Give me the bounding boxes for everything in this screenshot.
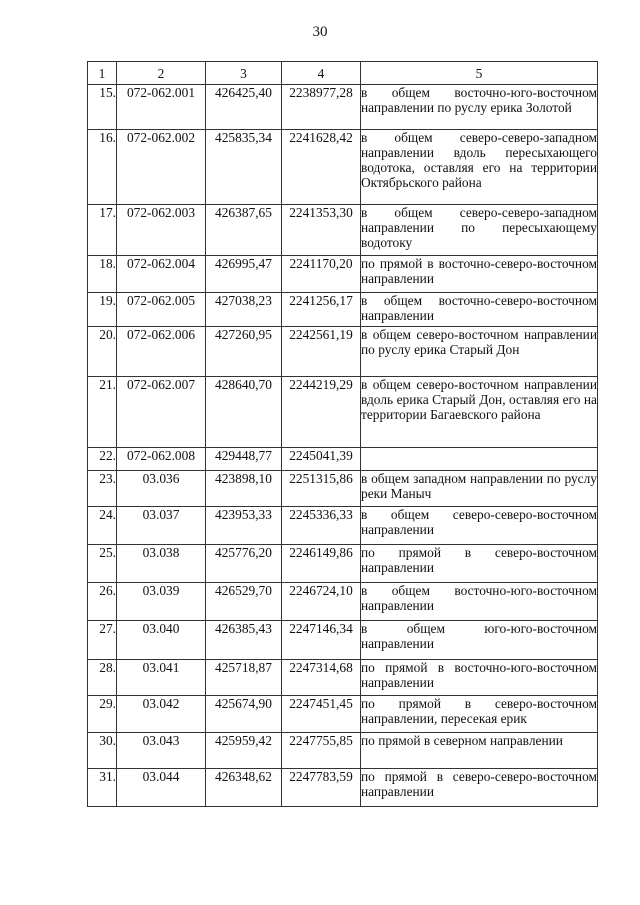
point-id: 03.040	[117, 621, 206, 660]
point-id: 03.039	[117, 583, 206, 621]
coord-x: 425674,90	[206, 696, 282, 733]
row-number: 28.	[88, 660, 117, 696]
header-col-4: 4	[282, 62, 361, 85]
boundary-description: в общем северо-восточном направлении по руслу ерика Старый Дон	[361, 327, 598, 377]
table-row	[88, 85, 598, 130]
table-header-row	[88, 62, 598, 85]
coord-y: 2247451,45	[282, 696, 361, 733]
coord-x: 426425,40	[206, 85, 282, 130]
boundary-description: в общем северо-северо-восточном направлении	[361, 507, 598, 545]
table-row	[88, 660, 598, 696]
row-number: 26.	[88, 583, 117, 621]
point-id: 03.042	[117, 696, 206, 733]
coord-x: 423898,10	[206, 471, 282, 507]
row-number: 29.	[88, 696, 117, 733]
point-id: 072-062.005	[117, 293, 206, 327]
coord-y: 2241628,42	[282, 130, 361, 205]
header-col-2: 2	[117, 62, 206, 85]
boundary-description: в общем северо-северо-западном направлении вдоль пересыхающего водотока, оставляя его на территории Октябрьского района	[361, 130, 598, 205]
row-number: 31.	[88, 769, 117, 807]
boundary-description: в общем северо-северо-западном направлении по пересыхающему водотоку	[361, 205, 598, 256]
point-id: 03.038	[117, 545, 206, 583]
row-number: 24.	[88, 507, 117, 545]
coord-x: 426529,70	[206, 583, 282, 621]
table-row	[88, 205, 598, 256]
table-row	[88, 769, 598, 807]
boundary-description: по прямой в восточно-северо-восточном направлении	[361, 256, 598, 293]
boundary-description: в общем северо-восточном направлении вдоль ерика Старый Дон, оставляя его на территории Багаевского района	[361, 377, 598, 448]
row-number: 17.	[88, 205, 117, 256]
table-row	[88, 471, 598, 507]
table-row	[88, 130, 598, 205]
point-id: 072-062.006	[117, 327, 206, 377]
boundary-description: в общем юго-юго-восточном направлении	[361, 621, 598, 660]
coord-x: 425776,20	[206, 545, 282, 583]
coord-y: 2246149,86	[282, 545, 361, 583]
table-row	[88, 545, 598, 583]
row-number: 18.	[88, 256, 117, 293]
page-number: 30	[312, 24, 328, 40]
table-row	[88, 293, 598, 327]
coord-y: 2241170,20	[282, 256, 361, 293]
table-row	[88, 327, 598, 377]
coord-y: 2247146,34	[282, 621, 361, 660]
point-id: 072-062.003	[117, 205, 206, 256]
row-number: 23.	[88, 471, 117, 507]
coord-y: 2246724,10	[282, 583, 361, 621]
boundary-description: по прямой в северном направлении	[361, 733, 598, 769]
point-id: 03.036	[117, 471, 206, 507]
table-row	[88, 696, 598, 733]
coord-x: 429448,77	[206, 448, 282, 471]
coord-y: 2244219,29	[282, 377, 361, 448]
coord-x: 428640,70	[206, 377, 282, 448]
table-row	[88, 448, 598, 471]
coord-x: 423953,33	[206, 507, 282, 545]
row-number: 16.	[88, 130, 117, 205]
row-number: 19.	[88, 293, 117, 327]
boundary-description	[361, 448, 598, 471]
coord-y: 2242561,19	[282, 327, 361, 377]
boundary-description: в общем восточно-юго-восточном направлении по руслу ерика Золотой	[361, 85, 598, 130]
table-row	[88, 583, 598, 621]
coord-y: 2251315,86	[282, 471, 361, 507]
table-row	[88, 256, 598, 293]
coord-x: 425959,42	[206, 733, 282, 769]
coord-x: 426387,65	[206, 205, 282, 256]
row-number: 21.	[88, 377, 117, 448]
table-row	[88, 507, 598, 545]
row-number: 15.	[88, 85, 117, 130]
boundary-description: в общем западном направлении по руслу реки Маныч	[361, 471, 598, 507]
header-col-1: 1	[88, 62, 117, 85]
row-number: 20.	[88, 327, 117, 377]
coord-y: 2241353,30	[282, 205, 361, 256]
coord-y: 2247783,59	[282, 769, 361, 807]
coord-y: 2238977,28	[282, 85, 361, 130]
coord-y: 2247755,85	[282, 733, 361, 769]
row-number: 22.	[88, 448, 117, 471]
table-row	[88, 621, 598, 660]
row-number: 27.	[88, 621, 117, 660]
coord-x: 427260,95	[206, 327, 282, 377]
header-col-5: 5	[361, 62, 598, 85]
header-col-3: 3	[206, 62, 282, 85]
coord-x: 426995,47	[206, 256, 282, 293]
row-number: 30.	[88, 733, 117, 769]
point-id: 03.037	[117, 507, 206, 545]
coord-x: 427038,23	[206, 293, 282, 327]
coord-y: 2245041,39	[282, 448, 361, 471]
boundary-description: в общем восточно-юго-восточном направлении	[361, 583, 598, 621]
boundary-description: в общем восточно-северо-восточном направлении	[361, 293, 598, 327]
point-id: 072-062.008	[117, 448, 206, 471]
coord-x: 425718,87	[206, 660, 282, 696]
boundary-description: по прямой в северо-северо-восточном направлении	[361, 769, 598, 807]
coord-y: 2241256,17	[282, 293, 361, 327]
coord-x: 426385,43	[206, 621, 282, 660]
table-row	[88, 733, 598, 769]
point-id: 03.041	[117, 660, 206, 696]
table-row	[88, 377, 598, 448]
point-id: 072-062.007	[117, 377, 206, 448]
point-id: 072-062.002	[117, 130, 206, 205]
boundary-description: по прямой в северо-восточном направлении, пересекая ерик	[361, 696, 598, 733]
coordinates-table	[87, 61, 598, 807]
point-id: 03.044	[117, 769, 206, 807]
boundary-description: по прямой в северо-восточном направлении	[361, 545, 598, 583]
coord-x: 426348,62	[206, 769, 282, 807]
point-id: 072-062.004	[117, 256, 206, 293]
boundary-description: по прямой в восточно-юго-восточном направлении	[361, 660, 598, 696]
row-number: 25.	[88, 545, 117, 583]
point-id: 03.043	[117, 733, 206, 769]
coord-y: 2247314,68	[282, 660, 361, 696]
coord-x: 425835,34	[206, 130, 282, 205]
coord-y: 2245336,33	[282, 507, 361, 545]
point-id: 072-062.001	[117, 85, 206, 130]
